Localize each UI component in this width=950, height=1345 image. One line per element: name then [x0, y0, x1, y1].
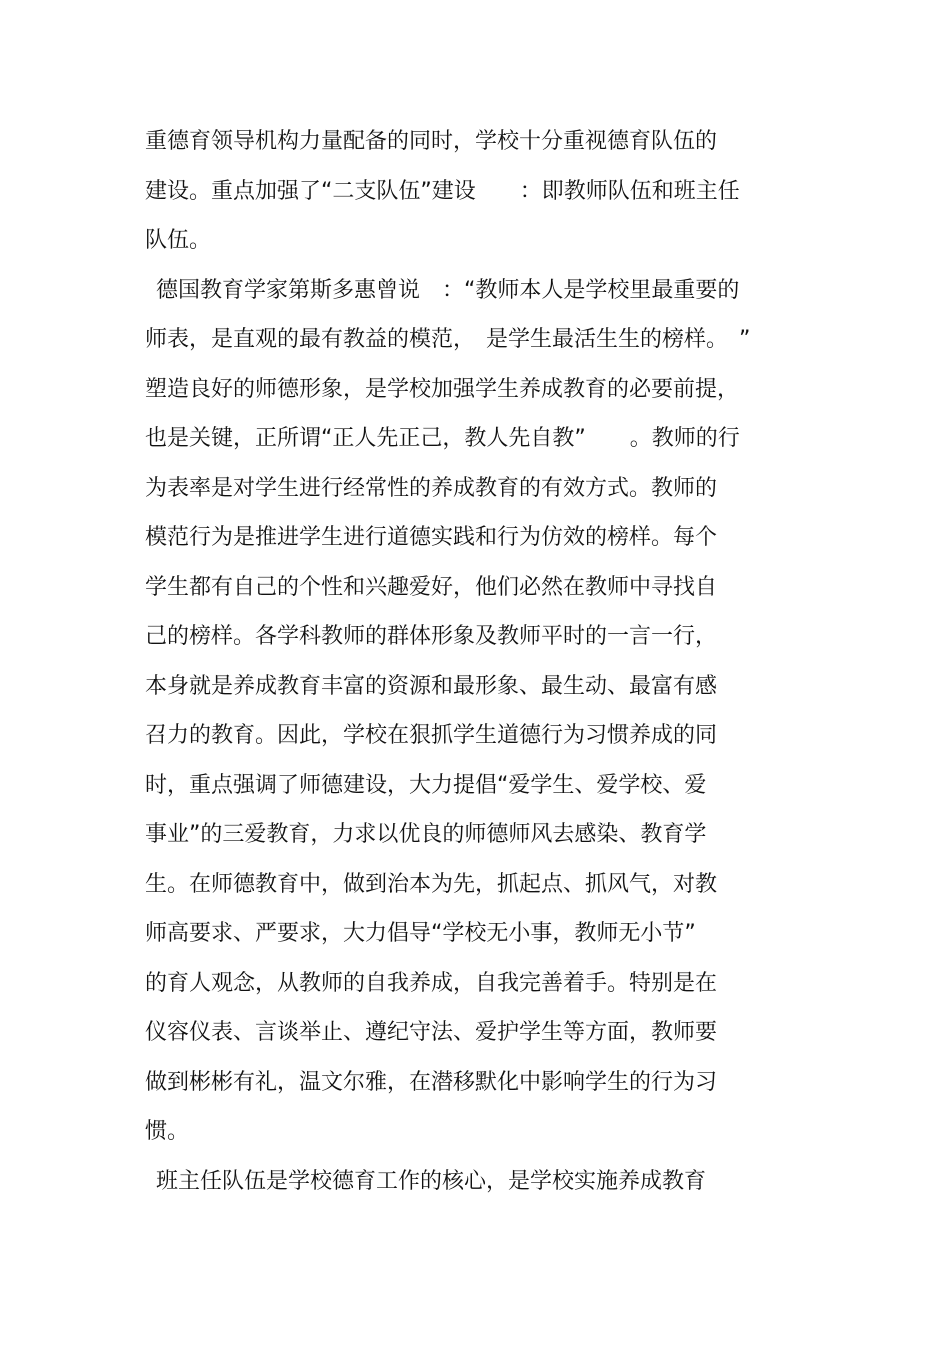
- paragraph-start-line: 德国教育学家第斯多惠曾说 ：“教师本人是学校里最重要的: [156, 277, 740, 303]
- text-line: 召力的教育。因此，学校在狠抓学生道德行为习惯养成的同: [145, 723, 718, 748]
- text-line: 学生都有自己的个性和兴趣爱好，他们必然在教师中寻找自: [145, 574, 718, 600]
- text-line: 生。在师德教育中，做到治本为先，抓起点、抓风气，对教: [145, 871, 718, 897]
- text-line: 惯。: [145, 1119, 190, 1144]
- text-line: 为表率是对学生进行经常性的养成教育的有效方式。教师的: [145, 475, 718, 501]
- text-line: 模范行为是推进学生进行道德实践和行为仿效的榜样。每个: [145, 525, 718, 550]
- text-line: 本身就是养成教育丰富的资源和最形象、最生动、最富有感: [145, 673, 718, 699]
- body-text: [0, 117, 950, 1206]
- text-line: 己的榜样。各学科教师的群体形象及教师平时的一言一行，: [145, 624, 718, 649]
- paragraph-start-line: 班主任队伍是学校德育工作的核心，是学校实施养成教育: [156, 1168, 707, 1194]
- text-line: 队伍。: [145, 228, 212, 253]
- text-line: 建设。重点加强了“二支队伍”建设 ：即教师队伍和班主任: [145, 178, 740, 204]
- text-line: 师表，是直观的最有教益的模范， 是学生最活生生的榜样。 ”: [145, 327, 751, 352]
- text-line: 也是关键，正所谓“正人先正己，教人先自教” 。教师的行: [145, 426, 740, 451]
- text-line: 师高要求、严要求，大力倡导“学校无小事，教师无小节”: [145, 921, 696, 946]
- text-line: 做到彬彬有礼，温文尔雅，在潜移默化中影响学生的行为习: [145, 1069, 718, 1095]
- text-line: 的育人观念，从教师的自我养成，自我完善着手。特别是在: [145, 970, 718, 996]
- text-line: 重德育领导机构力量配备的同时，学校十分重视德育队伍的: [145, 129, 718, 154]
- text-line: 塑造良好的师德形象，是学校加强学生养成教育的必要前提，: [145, 376, 740, 402]
- text-line: 时，重点强调了师德建设，大力提倡“爱学生、爱学校、爱: [145, 772, 707, 798]
- text-line: 仪容仪表、言谈举止、遵纪守法、爱护学生等方面，教师要: [145, 1020, 718, 1045]
- text-line: 事业”的三爱教育，力求以优良的师德师风去感染、教育学: [145, 822, 707, 847]
